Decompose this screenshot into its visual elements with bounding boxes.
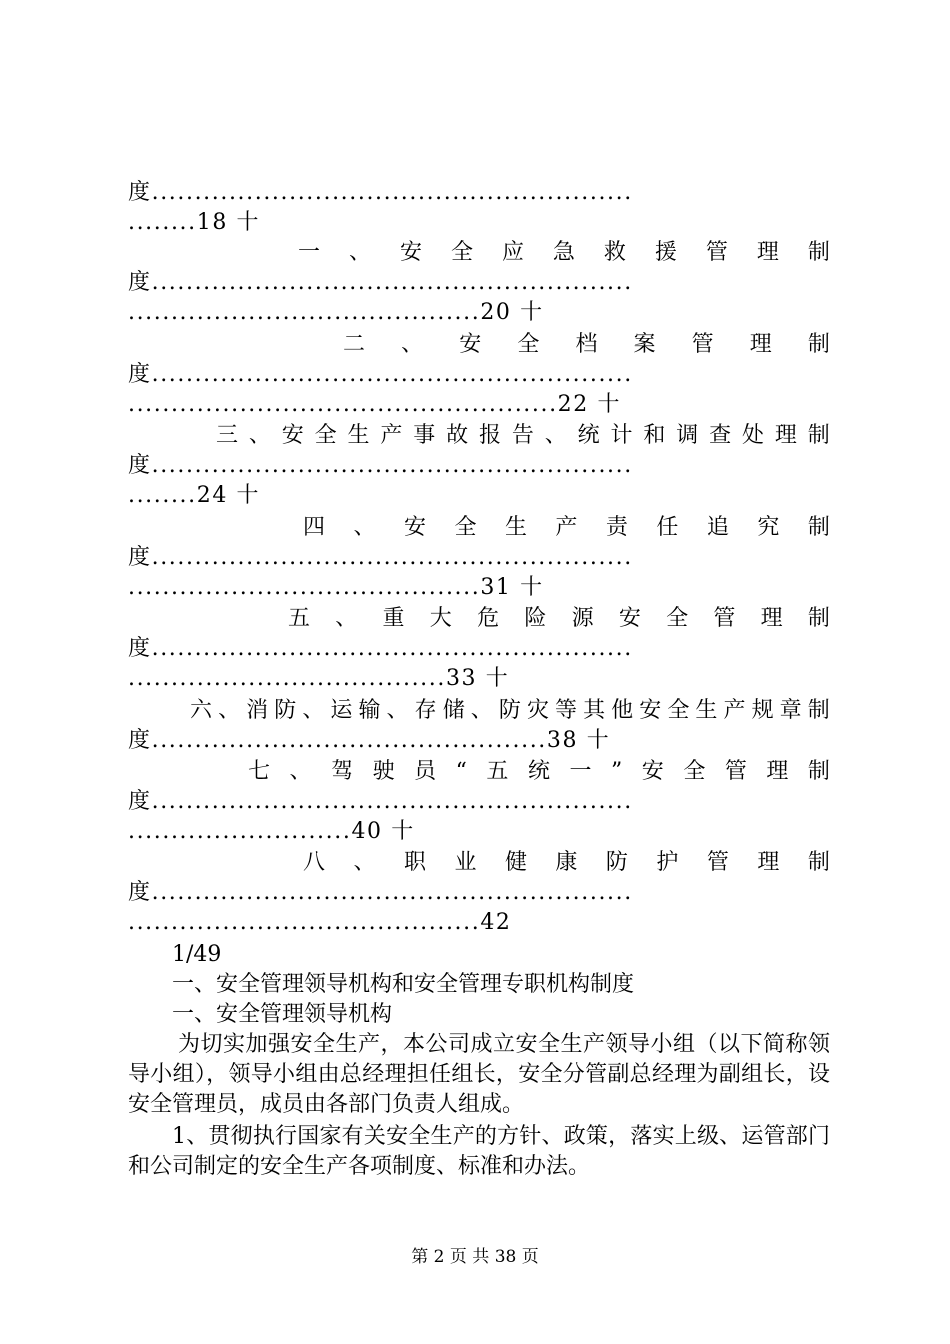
toc-title-char: 其 <box>583 698 606 723</box>
toc-page-number: 33 十 <box>445 666 510 691</box>
toc-title-char: 理 <box>749 332 772 357</box>
toc-title-char: 全 <box>666 606 689 631</box>
toc-title-char: 驾 <box>331 759 354 784</box>
toc-title-char: 制 <box>807 332 830 357</box>
toc-title-char: 案 <box>633 332 656 357</box>
toc-line: 度..............................................38 十 <box>128 728 611 753</box>
toc-line: .........................................31 十 <box>128 575 544 600</box>
toc-title-char: 五 <box>288 606 311 631</box>
toc-title-char: 灾 <box>526 698 549 723</box>
toc-title-char: 制 <box>807 698 830 723</box>
toc-title-char: 安 <box>399 240 422 265</box>
toc-title-char: 告 <box>511 423 534 448</box>
toc-title-char: 理 <box>756 240 779 265</box>
toc-title-char: 报 <box>479 423 502 448</box>
toc-page-number: 31 十 <box>480 575 544 600</box>
toc-title-char: 管 <box>705 240 728 265</box>
toc-title-char: 安 <box>403 515 426 540</box>
toc-title-char: 防 <box>274 698 297 723</box>
toc-line: 度........................................................ <box>128 270 633 295</box>
toc-title-char: 他 <box>611 698 634 723</box>
toc-title-char: 理 <box>774 423 797 448</box>
toc-title-char: 安 <box>639 698 662 723</box>
toc-title-char: 八 <box>303 850 326 875</box>
toc-title-char: 究 <box>757 515 780 540</box>
page-footer: 第 2 页 共 38 页 <box>411 1247 539 1267</box>
toc-page-number: 38 十 <box>546 728 611 753</box>
toc-title-char: ” <box>611 759 623 784</box>
toc-title-char: 故 <box>446 423 469 448</box>
toc-title-char: 制 <box>807 759 830 784</box>
toc-title-char: 安 <box>459 332 482 357</box>
toc-title-char: 处 <box>742 423 765 448</box>
toc-title-char: 、 <box>289 759 312 784</box>
toc-title-char: 、 <box>386 698 409 723</box>
toc-title-char: 急 <box>552 240 575 265</box>
paragraph: 为切实加强安全生产，本公司成立安全生产领导小组（以下简称领导小组），领导小组由总经理担任组长，安全分管副总经理为副组长，设安全管理员，成员由各部门负责人组成。 <box>128 1032 830 1117</box>
toc-line: 度........................................................ <box>128 453 633 478</box>
toc-title-char: 援 <box>654 240 677 265</box>
toc-title-char: 、 <box>302 698 325 723</box>
toc-title-char: 理 <box>757 850 780 875</box>
toc-line: 度........................................................ <box>128 545 633 570</box>
toc-title-char: 全 <box>683 759 706 784</box>
toc-title-char: 应 <box>501 240 524 265</box>
toc-title <box>298 238 830 268</box>
toc-title-char: 输 <box>358 698 381 723</box>
toc-line: 度........................................................ <box>128 362 633 387</box>
toc-title-char: 任 <box>656 515 679 540</box>
toc-line: ........18 十 <box>128 210 261 235</box>
toc-title-char: 五 <box>486 759 509 784</box>
toc-title-char: 、 <box>335 606 358 631</box>
toc-title-char: 、 <box>470 698 493 723</box>
section-title: 一、安全管理领导机构和安全管理专职机构制度 <box>172 972 635 997</box>
toc-title-char: 、 <box>544 423 567 448</box>
toc-title-char: 危 <box>477 606 500 631</box>
toc-title-char: 制 <box>807 606 830 631</box>
toc-title-char: 护 <box>656 850 679 875</box>
toc-title-char: 等 <box>555 698 578 723</box>
toc-title-char: 全 <box>454 515 477 540</box>
toc-title-char: 全 <box>314 423 337 448</box>
toc-title-char: 救 <box>603 240 626 265</box>
toc-title-char: 职 <box>403 850 426 875</box>
toc-page-number: 22 十 <box>557 392 622 417</box>
toc-title-char: 制 <box>807 240 830 265</box>
toc-title-char: 储 <box>442 698 465 723</box>
toc-line: .........................................42 <box>128 910 512 935</box>
toc-title-char: 和 <box>643 423 666 448</box>
toc-line: 度........................................................ <box>128 880 633 905</box>
toc-title-char: 管 <box>713 606 736 631</box>
page-marker: 1/49 <box>172 942 222 967</box>
toc-title-char: 生 <box>695 698 718 723</box>
toc-title-char: 调 <box>676 423 699 448</box>
toc-title-char: 、 <box>353 850 376 875</box>
toc-title-char: 业 <box>454 850 477 875</box>
toc-title-char: 源 <box>571 606 594 631</box>
toc-title-char: 全 <box>517 332 540 357</box>
toc-title-char: 生 <box>504 515 527 540</box>
toc-page-number: 40 十 <box>351 819 415 844</box>
toc-line: .........................................20 十 <box>128 300 544 325</box>
toc-title-char: 安 <box>618 606 641 631</box>
toc-title-char: 四 <box>303 515 326 540</box>
toc-title-char: 六 <box>190 698 213 723</box>
toc-title-char: 全 <box>450 240 473 265</box>
toc-title <box>303 848 830 878</box>
toc-title-char: 统 <box>527 759 550 784</box>
toc-title-char: 重 <box>382 606 405 631</box>
toc-title-char: 计 <box>610 423 633 448</box>
toc-title-char: 存 <box>414 698 437 723</box>
toc-title-char: 管 <box>724 759 747 784</box>
toc-title-char: 制 <box>807 423 830 448</box>
toc-title-char: 理 <box>766 759 789 784</box>
toc-title-char: 、 <box>348 240 371 265</box>
toc-title <box>288 604 830 634</box>
toc-title-char: 统 <box>577 423 600 448</box>
toc-title-char: 规 <box>751 698 774 723</box>
toc-title-char: 管 <box>706 850 729 875</box>
toc-title-char: 员 <box>414 759 437 784</box>
toc-line: ..........................40 十 <box>128 819 415 844</box>
toc-line: 度........................................................ <box>128 180 633 205</box>
toc-page-number: 18 十 <box>196 210 261 235</box>
toc-title <box>216 421 830 451</box>
toc-title-char: 事 <box>413 423 436 448</box>
toc-title-char: 康 <box>555 850 578 875</box>
toc-title-char: 防 <box>605 850 628 875</box>
toc-title-char: 理 <box>760 606 783 631</box>
toc-page-number: 42 <box>480 910 512 935</box>
toc-title-char: 一 <box>569 759 592 784</box>
toc-page-number: 24 十 <box>196 483 261 508</box>
toc-title-char: 驶 <box>372 759 395 784</box>
toc-title-char: 二 <box>343 332 366 357</box>
toc-title-char: 全 <box>667 698 690 723</box>
toc-line: .....................................33 十 <box>128 666 510 691</box>
toc-title <box>343 330 830 360</box>
toc-title <box>190 696 830 726</box>
toc-title-char: 安 <box>641 759 664 784</box>
toc-title-char: 健 <box>504 850 527 875</box>
toc-title <box>303 513 830 543</box>
toc-title-char: 管 <box>691 332 714 357</box>
toc-title-char: 七 <box>248 759 271 784</box>
toc-title-char: 产 <box>555 515 578 540</box>
toc-title-char: 生 <box>347 423 370 448</box>
toc-title-char: 产 <box>380 423 403 448</box>
toc-line: ........24 十 <box>128 483 261 508</box>
toc-title-char: 产 <box>723 698 746 723</box>
toc-title-char: 消 <box>246 698 269 723</box>
toc-title-char: “ <box>455 759 467 784</box>
toc-title-char: 三 <box>216 423 239 448</box>
toc-title-char: 、 <box>218 698 241 723</box>
toc-title-char: 安 <box>281 423 304 448</box>
toc-page-number: 20 十 <box>480 300 544 325</box>
toc-title-char: 责 <box>605 515 628 540</box>
toc-title-char: 险 <box>524 606 547 631</box>
toc-title-char: 制 <box>807 515 830 540</box>
toc-title-char: 大 <box>429 606 452 631</box>
toc-title-char: 防 <box>498 698 521 723</box>
toc-title-char: 章 <box>779 698 802 723</box>
toc-title-char: 查 <box>709 423 732 448</box>
toc-title-char: 档 <box>575 332 598 357</box>
toc-title-char: 运 <box>330 698 353 723</box>
subsection-title: 一、安全管理领导机构 <box>172 1002 393 1027</box>
toc-line: 度........................................................ <box>128 636 633 661</box>
toc-title <box>248 757 830 787</box>
toc-title-char: 、 <box>401 332 424 357</box>
toc-line: ..................................................22 十 <box>128 392 622 417</box>
toc-title-char: 、 <box>353 515 376 540</box>
toc-title-char: 追 <box>706 515 729 540</box>
toc-line: 度........................................................ <box>128 789 633 814</box>
toc-title-char: 制 <box>807 850 830 875</box>
paragraph: 1、贯彻执行国家有关安全生产的方针、政策，落实上级、运管部门和公司制定的安全生产各项制度、标准和办法。 <box>128 1124 830 1179</box>
toc-title-char: 、 <box>248 423 271 448</box>
toc-title-char: 一 <box>298 240 321 265</box>
